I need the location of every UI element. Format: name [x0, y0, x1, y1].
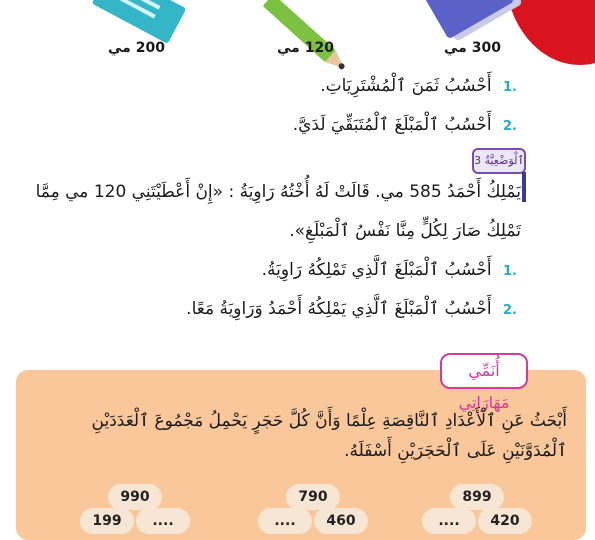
skills-title: أُنَمِّي مَهَارَاتِي	[440, 353, 528, 389]
task-text: أَحْسُبُ ثَمَنَ ٱلْمُشْتَرِيَاتِ.	[320, 76, 492, 96]
number-stone: 899	[450, 484, 504, 510]
task-line	[293, 114, 517, 135]
task-text: أَحْسُبُ ٱلْمَبْلَغَ ٱلْمُتَبَقِّيَ لَدَيَّ.	[292, 115, 492, 135]
situation-text-line: تَمْلِكُ صَارَ لِكُلٍّ مِنَّا نَفْسُ ٱلْمَبْلَغِ».	[289, 221, 521, 241]
number-stone: 990	[108, 484, 162, 510]
number-stone: 460	[314, 508, 368, 534]
situation-badge: ٱلْوَضْعِيَّةُ 3	[472, 148, 526, 174]
number-stone: 199	[80, 508, 134, 534]
task-line	[186, 298, 517, 319]
number-stone: ....	[258, 508, 312, 534]
skills-text-line: ٱلْمُدَوَّنَيْنِ عَلَى ٱلْحَجَرَيْنِ أَسْفَلَهُ.	[344, 441, 567, 461]
situation-text-line: يَمْلِكُ أَحْمَدُ 585 مي. قَالَتْ لَهُ أُخْتُهُ رَاوِيَةُ : «إِنْ أَعْطَيْتَنِي 120 مي مِمَّا	[35, 182, 521, 202]
situation-marker	[522, 172, 526, 202]
number-stone: 420	[478, 508, 532, 534]
task-text: أَحْسُبُ ٱلْمَبْلَغَ ٱلَّذِي تَمْلِكُهُ رَاوِيَةُ.	[261, 260, 492, 280]
task-number: .1	[503, 264, 517, 279]
decorative-red-shape	[505, 0, 595, 65]
price-notebook: 200 مي	[108, 40, 165, 56]
skills-text-line: أَبْحَثُ عَنِ ٱلْأَعْدَادِ ٱلنَّاقِصَةِ عِلْمًا وَأَنَّ كُلَّ حَجَرٍ يَحْمِلُ مَجْمُوعَ ٱلْعَدَدَيْنِ	[91, 411, 567, 431]
task-number: .1	[503, 80, 517, 95]
book-icon	[422, 0, 515, 39]
price-book: 300 مي	[444, 40, 501, 56]
number-stone: 790	[286, 484, 340, 510]
task-line	[320, 75, 517, 96]
number-stone: ....	[136, 508, 190, 534]
notebook-icon	[92, 0, 187, 44]
task-number: .2	[503, 119, 517, 134]
price-pencil: 120 مي	[277, 40, 334, 56]
task-line	[262, 259, 517, 280]
task-number: .2	[503, 303, 517, 318]
number-stone: ....	[422, 508, 476, 534]
task-text: أَحْسُبُ ٱلْمَبْلَغَ ٱلَّذِي يَمْلِكُهُ أَحْمَدُ وَرَاوِيَةُ مَعًا.	[186, 299, 492, 319]
